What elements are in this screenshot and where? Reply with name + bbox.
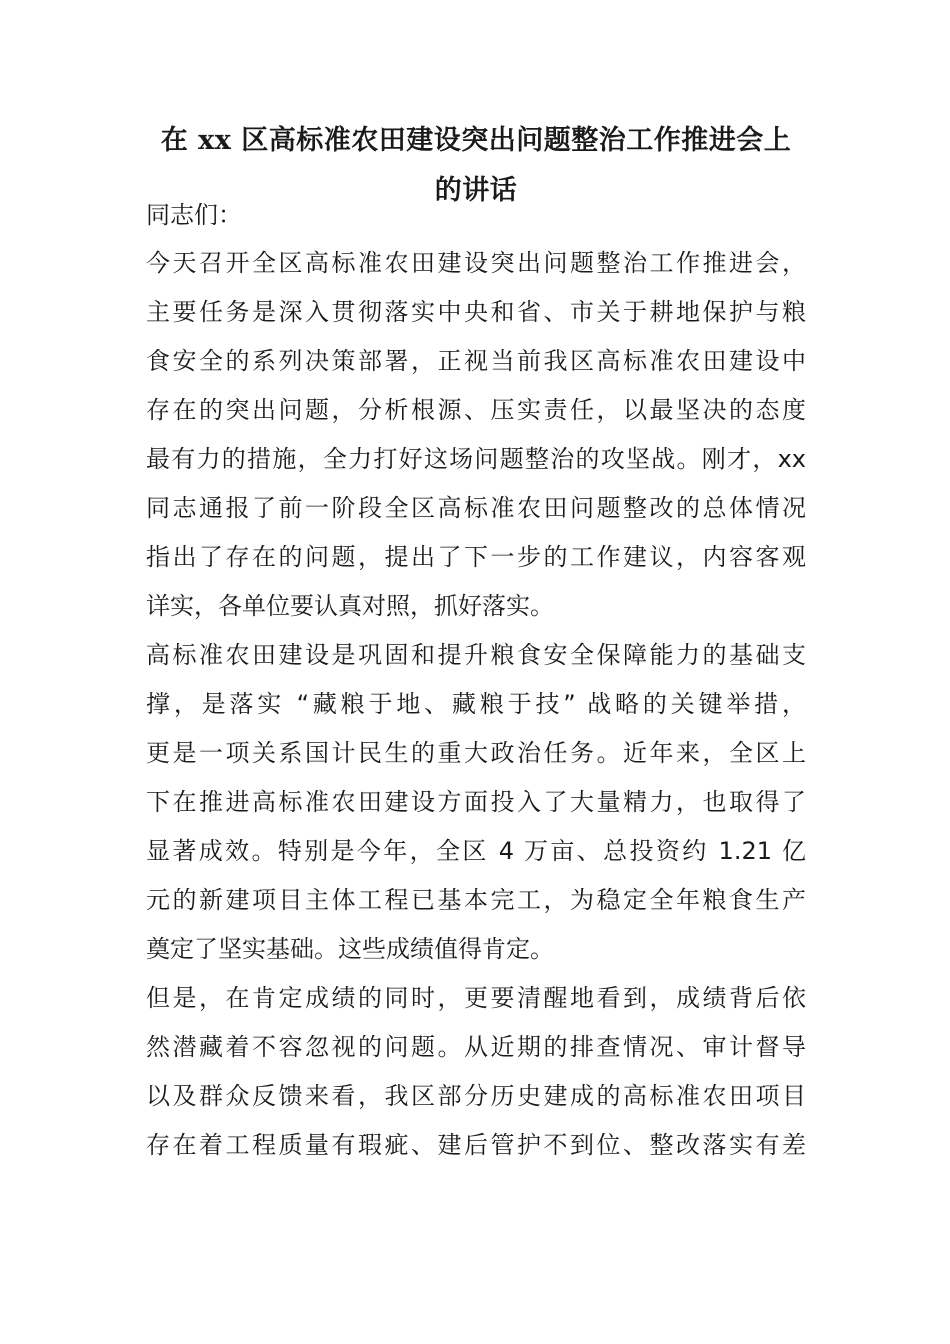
text-line: 最有力的措施，全力打好这场问题整治的攻坚战。刚才，xx: [146, 445, 806, 473]
text-line: 存在着工程质量有瑕疵、建后管护不到位、整改落实有差: [146, 1131, 806, 1159]
text-line: 奠定了坚实基础。这些成绩值得肯定。: [146, 935, 554, 963]
text-line: 高标准农田建设是巩固和提升粮食安全保障能力的基础支: [146, 641, 806, 669]
text-line: 主要任务是深入贯彻落实中央和省、市关于耕地保护与粮: [146, 298, 806, 326]
salutation: 同志们：: [146, 201, 242, 229]
text-line: 同志通报了前一阶段全区高标准农田问题整改的总体情况: [146, 494, 806, 522]
title-line-1: 在 xx 区高标准农田建设突出问题整治工作推进会上: [160, 125, 792, 156]
text-line: 食安全的系列决策部署，正视当前我区高标准农田建设中: [146, 347, 806, 375]
text-line: 撑，是落实 “藏粮于地、藏粮于技” 战略的关键举措，: [146, 690, 806, 718]
text-line: 今天召开全区高标准农田建设突出问题整治工作推进会，: [146, 249, 806, 277]
text-line: 存在的突出问题，分析根源、压实责任，以最坚决的态度: [146, 396, 806, 424]
text-line: 更是一项关系国计民生的重大政治任务。近年来，全区上: [146, 739, 806, 767]
text-line: 显著成效。特别是今年，全区 4 万亩、总投资约 1.21 亿: [146, 837, 806, 865]
text-line: 但是，在肯定成绩的同时，更要清醒地看到，成绩背后依: [146, 984, 806, 1012]
title-line-2: 的讲话: [434, 175, 518, 206]
text-line: 以及群众反馈来看，我区部分历史建成的高标准农田项目: [146, 1082, 806, 1110]
text-line: 详实，各单位要认真对照，抓好落实。: [146, 592, 554, 620]
text-line: 指出了存在的问题，提出了下一步的工作建议，内容客观: [146, 543, 806, 571]
text-line: 元的新建项目主体工程已基本完工，为稳定全年粮食生产: [146, 886, 806, 914]
text-line: 下在推进高标准农田建设方面投入了大量精力，也取得了: [146, 788, 806, 816]
text-line: 然潜藏着不容忽视的问题。从近期的排查情况、审计督导: [146, 1033, 806, 1061]
